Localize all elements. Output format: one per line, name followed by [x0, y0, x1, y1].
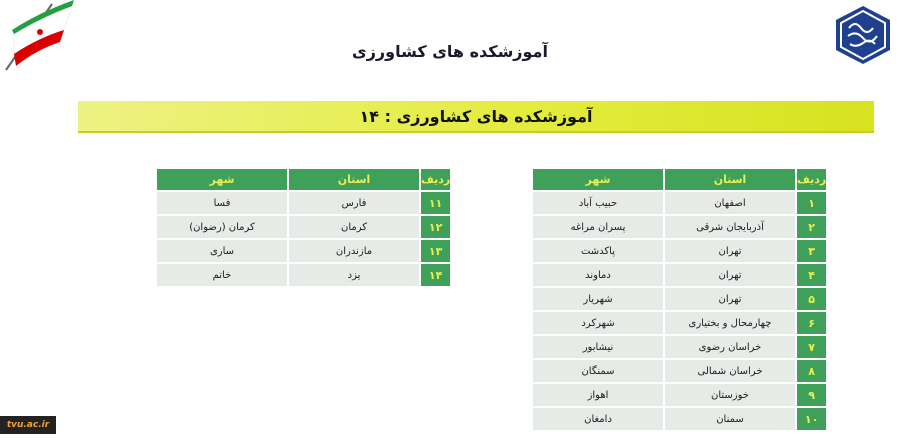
province-cell: تهران [665, 240, 795, 262]
colleges-table-left [155, 167, 452, 288]
header-row-number: ردیف [797, 169, 826, 190]
row-number: ۱۰ [797, 408, 826, 430]
city-cell: کرمان (رضوان) [157, 216, 287, 238]
table-row [533, 408, 826, 430]
table-row [533, 312, 826, 334]
city-cell: دامغان [533, 408, 663, 430]
city-cell: سمنگان [533, 360, 663, 382]
row-number: ۱ [797, 192, 826, 214]
table-row [157, 216, 450, 238]
city-cell: شهریار [533, 288, 663, 310]
city-cell: شهرکرد [533, 312, 663, 334]
table-row [533, 336, 826, 358]
table-header-row [533, 169, 826, 190]
row-number: ۱۳ [421, 240, 450, 262]
row-number: ۱۱ [421, 192, 450, 214]
province-cell: سمنان [665, 408, 795, 430]
city-cell: دماوند [533, 264, 663, 286]
page-title: آموزشکده های کشاورزی [352, 42, 548, 61]
row-number: ۶ [797, 312, 826, 334]
province-cell: خراسان شمالی [665, 360, 795, 382]
table-row [157, 192, 450, 214]
city-cell: اهواز [533, 384, 663, 406]
row-number: ۳ [797, 240, 826, 262]
province-cell: خراسان رضوی [665, 336, 795, 358]
row-number: ۹ [797, 384, 826, 406]
website-link[interactable]: tvu.ac.ir [0, 416, 56, 434]
table-row [533, 360, 826, 382]
table-row [533, 240, 826, 262]
row-number: ۵ [797, 288, 826, 310]
province-cell: چهارمحال و بختیاری [665, 312, 795, 334]
table-header-row [157, 169, 450, 190]
row-number: ۲ [797, 216, 826, 238]
province-cell: فارس [289, 192, 419, 214]
table-row [533, 264, 826, 286]
section-banner: آموزشکده های کشاورزی : ۱۴ [78, 101, 874, 133]
province-cell: اصفهان [665, 192, 795, 214]
table-row [533, 216, 826, 238]
header-province: استان [665, 169, 795, 190]
city-cell: پاکدشت [533, 240, 663, 262]
province-cell: تهران [665, 264, 795, 286]
row-number: ۱۲ [421, 216, 450, 238]
table-row [157, 264, 450, 286]
row-number: ۱۴ [421, 264, 450, 286]
table-row [533, 192, 826, 214]
province-cell: آذربایجان شرقی [665, 216, 795, 238]
iran-flag-icon [0, 0, 80, 72]
province-cell: تهران [665, 288, 795, 310]
header-row-number: ردیف [421, 169, 450, 190]
city-cell: خاتم [157, 264, 287, 286]
header-province: استان [289, 169, 419, 190]
province-cell: مازندران [289, 240, 419, 262]
row-number: ۷ [797, 336, 826, 358]
province-cell: کرمان [289, 216, 419, 238]
row-number: ۴ [797, 264, 826, 286]
city-cell: ساری [157, 240, 287, 262]
province-cell: خوزستان [665, 384, 795, 406]
city-cell: نیشابور [533, 336, 663, 358]
city-cell: حبیب آباد [533, 192, 663, 214]
province-cell: یزد [289, 264, 419, 286]
row-number: ۸ [797, 360, 826, 382]
header-city: شهر [157, 169, 287, 190]
city-cell: فسا [157, 192, 287, 214]
colleges-table-right [531, 167, 828, 432]
city-cell: پسران مراغه [533, 216, 663, 238]
table-row [533, 288, 826, 310]
table-row [157, 240, 450, 262]
table-row [533, 384, 826, 406]
header-city: شهر [533, 169, 663, 190]
